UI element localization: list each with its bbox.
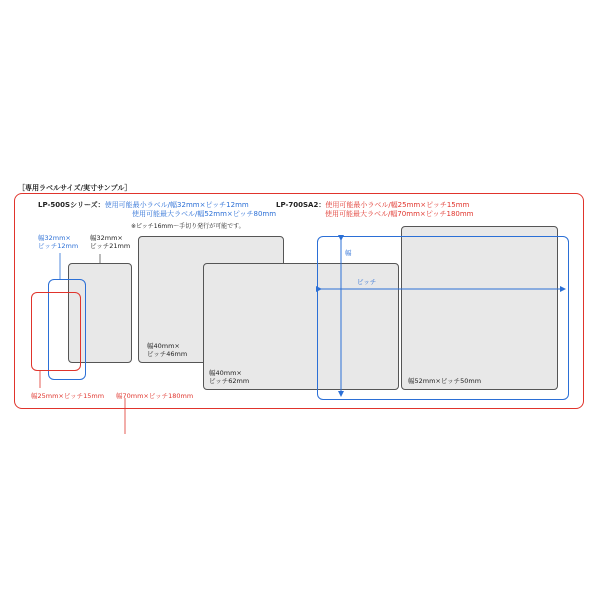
label-text-40x46	[147, 342, 187, 358]
label-text-32x21-line2: ピッチ21mm	[90, 242, 131, 250]
lp700-max-label: 使用可能最大ラベル/幅70mm×ピッチ180mm	[325, 210, 474, 218]
lp700-spec	[276, 201, 474, 219]
label-text-40x46-line2: ピッチ46mm	[147, 350, 188, 358]
lp700-min-outline	[31, 292, 81, 371]
lp700-model: LP-700SA2：	[276, 201, 326, 209]
label-text-40x46-line1: 幅40mm×	[147, 342, 180, 350]
label-text-70x180: 幅70mm×ピッチ180mm	[116, 392, 194, 400]
lp500-note: ※ピッチ16mm～手切り発行が可能です。	[131, 223, 245, 230]
lp700-min-label: 使用可能最小ラベル/幅25mm×ピッチ15mm	[325, 201, 470, 209]
label-text-32x21	[90, 234, 130, 250]
label-text-52x50: 幅52mm×ピッチ50mm	[408, 377, 482, 385]
label-text-40x62-line1: 幅40mm×	[209, 369, 242, 377]
section-title: ［専用ラベルサイズ/実寸サンプル］	[18, 184, 132, 192]
width-arrow-label: 幅	[345, 249, 352, 257]
lp500-model: LP-500Sシリーズ：	[38, 201, 105, 209]
lp500-max-label: 使用可能最大ラベル/幅52mm×ピッチ80mm	[132, 210, 277, 218]
pitch-arrow-label: ピッチ	[357, 278, 377, 286]
lp500-min-label: 使用可能最小ラベル/幅32mm×ピッチ12mm	[104, 201, 249, 209]
label-text-32x21-line1: 幅32mm×	[90, 234, 123, 242]
label-text-40x62	[209, 369, 249, 385]
label-text-32x12-line1: 幅32mm×	[38, 234, 71, 242]
label-text-32x12-line2: ピッチ12mm	[38, 242, 79, 250]
lp500-spec	[38, 201, 276, 219]
label-text-25x15: 幅25mm×ピッチ15mm	[31, 392, 105, 400]
label-text-40x62-line2: ピッチ62mm	[209, 377, 250, 385]
label-text-32x12	[38, 234, 78, 250]
lp500-max-outline	[317, 236, 569, 400]
